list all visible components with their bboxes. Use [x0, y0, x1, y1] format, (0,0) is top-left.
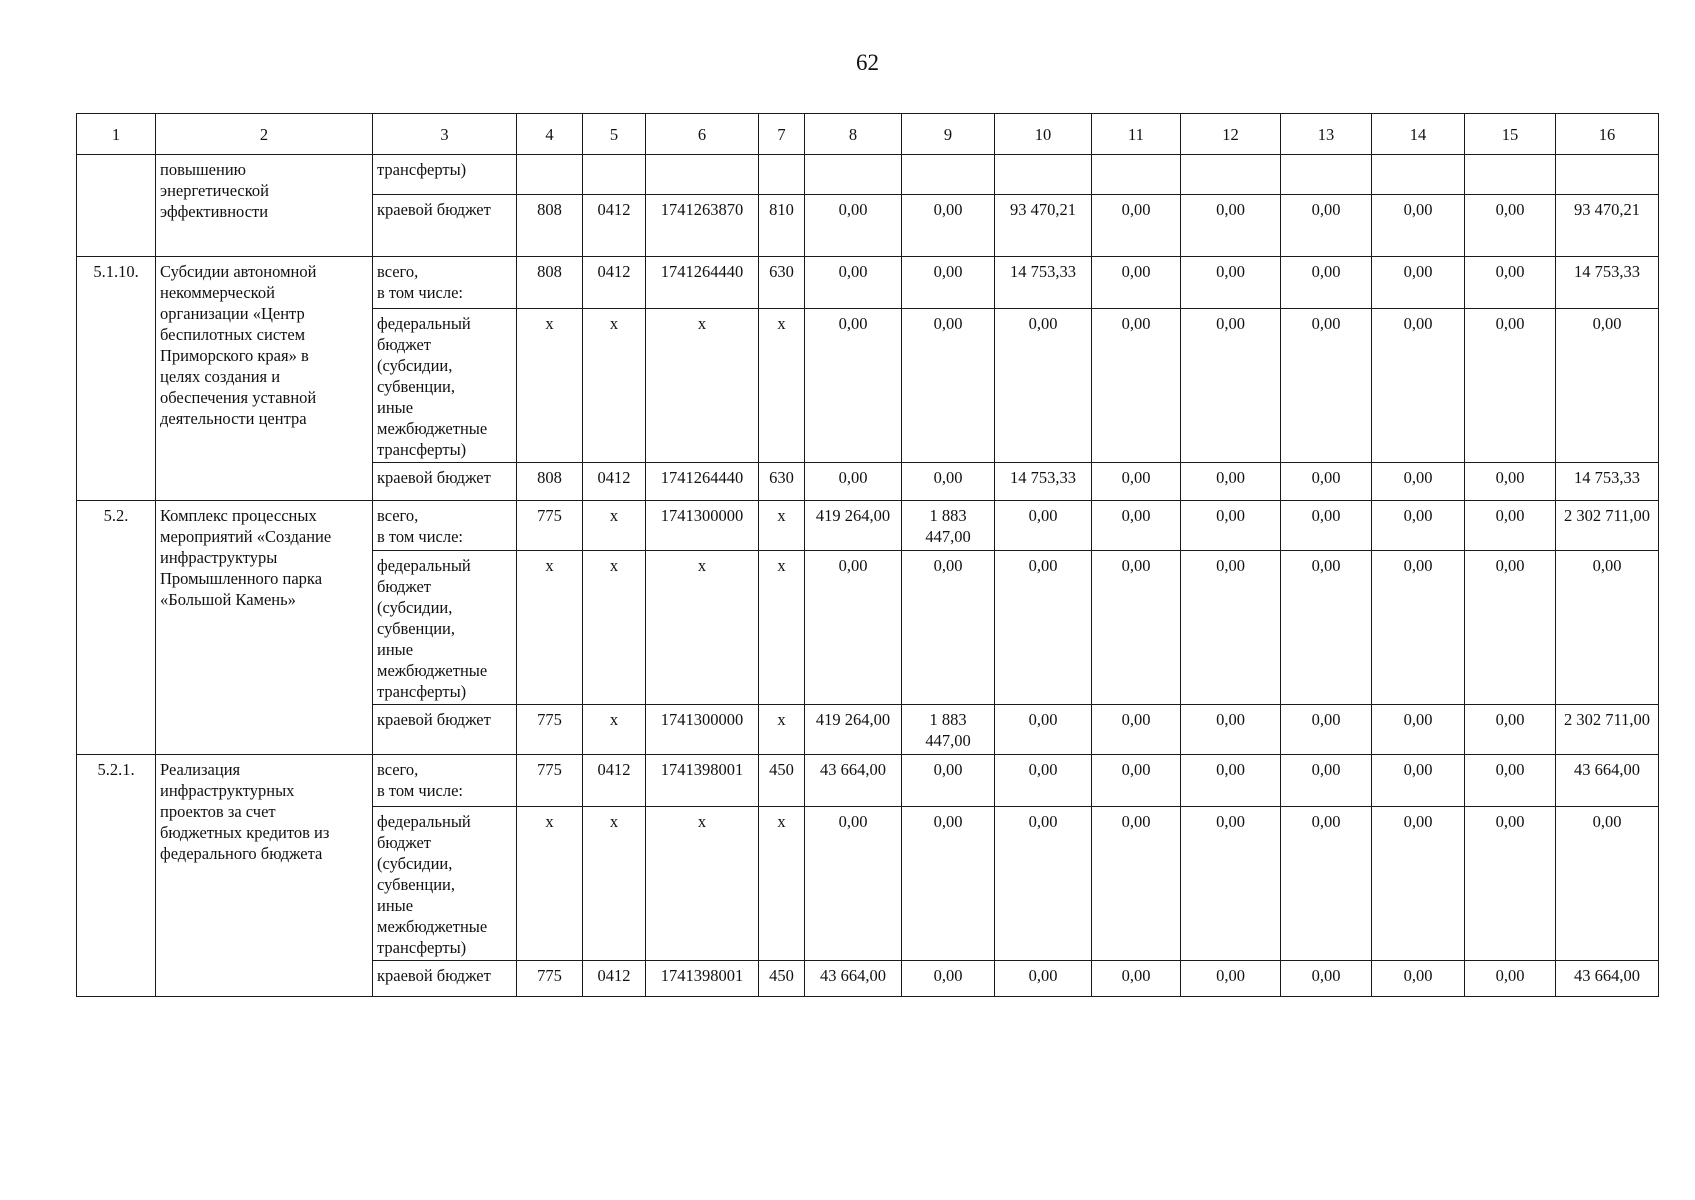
value-cell-col-9: 0,00 — [902, 257, 995, 309]
value-cell-col-9: 0,00 — [902, 755, 995, 807]
header-cell: 2 — [156, 114, 373, 155]
value-cell-col-10 — [995, 155, 1092, 195]
funding-source-cell: трансферты) — [373, 155, 517, 195]
header-cell: 6 — [646, 114, 759, 155]
value-cell-col-13: 0,00 — [1281, 195, 1372, 257]
item-number-cell: 5.2. — [77, 501, 156, 755]
value-cell-col-10: 93 470,21 — [995, 195, 1092, 257]
header-cell: 16 — [1556, 114, 1659, 155]
value-cell-col-15: 0,00 — [1465, 501, 1556, 551]
value-cell-col-13: 0,00 — [1281, 807, 1372, 961]
value-cell-col-5: 0412 — [583, 961, 646, 997]
value-cell-col-16: 0,00 — [1556, 309, 1659, 463]
value-cell-col-5: х — [583, 551, 646, 705]
value-cell-col-5 — [583, 155, 646, 195]
value-cell-col-5: 0412 — [583, 195, 646, 257]
value-cell-col-11: 0,00 — [1092, 463, 1181, 501]
value-cell-col-12: 0,00 — [1181, 961, 1281, 997]
value-cell-col-4: х — [517, 807, 583, 961]
value-cell-col-10: 0,00 — [995, 705, 1092, 755]
value-cell-col-12 — [1181, 155, 1281, 195]
value-cell-col-14: 0,00 — [1372, 961, 1465, 997]
value-cell-col-6: 1741300000 — [646, 501, 759, 551]
value-cell-col-6: 1741398001 — [646, 755, 759, 807]
header-cell: 10 — [995, 114, 1092, 155]
value-cell-col-8: 0,00 — [805, 195, 902, 257]
value-cell-col-6: 1741263870 — [646, 195, 759, 257]
table-row — [77, 155, 1659, 195]
value-cell-col-4: 775 — [517, 755, 583, 807]
table-body — [77, 114, 1659, 997]
value-cell-col-16: 14 753,33 — [1556, 257, 1659, 309]
value-cell-col-14: 0,00 — [1372, 807, 1465, 961]
value-cell-col-14: 0,00 — [1372, 463, 1465, 501]
item-name-cell: Комплекс процессных мероприятий «Создание инфраструктуры Промышленного парка «Большой Камень» — [156, 501, 373, 755]
value-cell-col-5: х — [583, 309, 646, 463]
value-cell-col-13: 0,00 — [1281, 755, 1372, 807]
value-cell-col-9: 0,00 — [902, 807, 995, 961]
value-cell-col-8 — [805, 155, 902, 195]
value-cell-col-6: 1741398001 — [646, 961, 759, 997]
value-cell-col-11: 0,00 — [1092, 961, 1181, 997]
value-cell-col-9: 0,00 — [902, 551, 995, 705]
value-cell-col-7: х — [759, 551, 805, 705]
value-cell-col-10: 0,00 — [995, 551, 1092, 705]
value-cell-col-8: 0,00 — [805, 551, 902, 705]
value-cell-col-15: 0,00 — [1465, 961, 1556, 997]
value-cell-col-14: 0,00 — [1372, 501, 1465, 551]
value-cell-col-7: 630 — [759, 463, 805, 501]
value-cell-col-10: 0,00 — [995, 961, 1092, 997]
value-cell-col-15: 0,00 — [1465, 807, 1556, 961]
value-cell-col-9 — [902, 155, 995, 195]
item-number-cell: 5.1.10. — [77, 257, 156, 501]
item-name-cell: Реализация инфраструктурных проектов за счет бюджетных кредитов из федерального бюджета — [156, 755, 373, 997]
header-cell: 15 — [1465, 114, 1556, 155]
value-cell-col-4: х — [517, 551, 583, 705]
table-row — [77, 755, 1659, 807]
value-cell-col-10: 0,00 — [995, 309, 1092, 463]
value-cell-col-14: 0,00 — [1372, 705, 1465, 755]
value-cell-col-10: 0,00 — [995, 807, 1092, 961]
header-cell: 8 — [805, 114, 902, 155]
value-cell-col-13: 0,00 — [1281, 551, 1372, 705]
value-cell-col-13 — [1281, 155, 1372, 195]
value-cell-col-4: 775 — [517, 705, 583, 755]
item-name-cell: Субсидии автономной некоммерческой организации «Центр беспилотных систем Приморского края» в целях создания и обеспечения уставной деятельности центра — [156, 257, 373, 501]
value-cell-col-15 — [1465, 155, 1556, 195]
value-cell-col-10: 0,00 — [995, 755, 1092, 807]
value-cell-col-11: 0,00 — [1092, 195, 1181, 257]
value-cell-col-10: 14 753,33 — [995, 257, 1092, 309]
value-cell-col-6: х — [646, 551, 759, 705]
value-cell-col-13: 0,00 — [1281, 257, 1372, 309]
value-cell-col-8: 0,00 — [805, 807, 902, 961]
header-cell: 3 — [373, 114, 517, 155]
value-cell-col-7: х — [759, 309, 805, 463]
value-cell-col-14 — [1372, 155, 1465, 195]
value-cell-col-4: 808 — [517, 195, 583, 257]
value-cell-col-15: 0,00 — [1465, 463, 1556, 501]
value-cell-col-7: х — [759, 807, 805, 961]
value-cell-col-12: 0,00 — [1181, 501, 1281, 551]
value-cell-col-12: 0,00 — [1181, 807, 1281, 961]
value-cell-col-11: 0,00 — [1092, 309, 1181, 463]
value-cell-col-7: х — [759, 705, 805, 755]
value-cell-col-7: 810 — [759, 195, 805, 257]
value-cell-col-11: 0,00 — [1092, 807, 1181, 961]
header-cell: 11 — [1092, 114, 1181, 155]
table-row — [77, 501, 1659, 551]
value-cell-col-7: х — [759, 501, 805, 551]
value-cell-col-16: 0,00 — [1556, 807, 1659, 961]
header-cell: 1 — [77, 114, 156, 155]
value-cell-col-6: 1741264440 — [646, 257, 759, 309]
value-cell-col-12: 0,00 — [1181, 195, 1281, 257]
funding-source-cell: всего, в том числе: — [373, 755, 517, 807]
value-cell-col-11: 0,00 — [1092, 501, 1181, 551]
item-number-cell — [77, 155, 156, 257]
value-cell-col-4: х — [517, 309, 583, 463]
value-cell-col-8: 0,00 — [805, 257, 902, 309]
value-cell-col-15: 0,00 — [1465, 309, 1556, 463]
funding-source-cell: всего, в том числе: — [373, 501, 517, 551]
value-cell-col-6 — [646, 155, 759, 195]
value-cell-col-4: 775 — [517, 501, 583, 551]
value-cell-col-14: 0,00 — [1372, 551, 1465, 705]
value-cell-col-6: х — [646, 309, 759, 463]
value-cell-col-15: 0,00 — [1465, 551, 1556, 705]
value-cell-col-9: 0,00 — [902, 463, 995, 501]
value-cell-col-7: 450 — [759, 961, 805, 997]
value-cell-col-16: 43 664,00 — [1556, 961, 1659, 997]
value-cell-col-12: 0,00 — [1181, 705, 1281, 755]
item-name-cell: повышению энергетической эффективности — [156, 155, 373, 257]
value-cell-col-15: 0,00 — [1465, 705, 1556, 755]
budget-table — [76, 113, 1659, 997]
value-cell-col-10: 0,00 — [995, 501, 1092, 551]
value-cell-col-9: 0,00 — [902, 961, 995, 997]
value-cell-col-11: 0,00 — [1092, 705, 1181, 755]
funding-source-cell: федеральный бюджет (субсидии, субвенции, иные межбюджетные трансферты) — [373, 807, 517, 961]
value-cell-col-11: 0,00 — [1092, 755, 1181, 807]
funding-source-cell: краевой бюджет — [373, 195, 517, 257]
value-cell-col-12: 0,00 — [1181, 551, 1281, 705]
funding-source-cell: краевой бюджет — [373, 705, 517, 755]
value-cell-col-16: 2 302 711,00 — [1556, 705, 1659, 755]
value-cell-col-13: 0,00 — [1281, 501, 1372, 551]
value-cell-col-14: 0,00 — [1372, 195, 1465, 257]
value-cell-col-5: х — [583, 501, 646, 551]
value-cell-col-13: 0,00 — [1281, 961, 1372, 997]
value-cell-col-6: х — [646, 807, 759, 961]
value-cell-col-8: 419 264,00 — [805, 705, 902, 755]
value-cell-col-13: 0,00 — [1281, 705, 1372, 755]
value-cell-col-4: 808 — [517, 463, 583, 501]
header-cell: 4 — [517, 114, 583, 155]
value-cell-col-7: 630 — [759, 257, 805, 309]
funding-source-cell: федеральный бюджет (субсидии, субвенции, иные межбюджетные трансферты) — [373, 309, 517, 463]
value-cell-col-7 — [759, 155, 805, 195]
value-cell-col-10: 14 753,33 — [995, 463, 1092, 501]
value-cell-col-9: 0,00 — [902, 309, 995, 463]
value-cell-col-12: 0,00 — [1181, 309, 1281, 463]
value-cell-col-8: 43 664,00 — [805, 961, 902, 997]
value-cell-col-16: 14 753,33 — [1556, 463, 1659, 501]
value-cell-col-12: 0,00 — [1181, 755, 1281, 807]
value-cell-col-4: 808 — [517, 257, 583, 309]
value-cell-col-16 — [1556, 155, 1659, 195]
header-cell: 12 — [1181, 114, 1281, 155]
value-cell-col-15: 0,00 — [1465, 257, 1556, 309]
value-cell-col-16: 2 302 711,00 — [1556, 501, 1659, 551]
value-cell-col-5: 0412 — [583, 755, 646, 807]
header-row — [77, 114, 1659, 155]
value-cell-col-4 — [517, 155, 583, 195]
value-cell-col-5: 0412 — [583, 463, 646, 501]
value-cell-col-9: 1 883 447,00 — [902, 705, 995, 755]
value-cell-col-8: 0,00 — [805, 309, 902, 463]
value-cell-col-11: 0,00 — [1092, 257, 1181, 309]
header-cell: 5 — [583, 114, 646, 155]
value-cell-col-13: 0,00 — [1281, 309, 1372, 463]
value-cell-col-16: 43 664,00 — [1556, 755, 1659, 807]
value-cell-col-5: х — [583, 705, 646, 755]
value-cell-col-5: х — [583, 807, 646, 961]
value-cell-col-5: 0412 — [583, 257, 646, 309]
value-cell-col-7: 450 — [759, 755, 805, 807]
table-row — [77, 257, 1659, 309]
header-cell: 13 — [1281, 114, 1372, 155]
value-cell-col-15: 0,00 — [1465, 195, 1556, 257]
funding-source-cell: федеральный бюджет (субсидии, субвенции, иные межбюджетные трансферты) — [373, 551, 517, 705]
value-cell-col-16: 93 470,21 — [1556, 195, 1659, 257]
header-cell: 14 — [1372, 114, 1465, 155]
funding-source-cell: всего, в том числе: — [373, 257, 517, 309]
value-cell-col-11: 0,00 — [1092, 551, 1181, 705]
item-number-cell: 5.2.1. — [77, 755, 156, 997]
value-cell-col-12: 0,00 — [1181, 463, 1281, 501]
value-cell-col-6: 1741264440 — [646, 463, 759, 501]
header-cell: 7 — [759, 114, 805, 155]
value-cell-col-8: 43 664,00 — [805, 755, 902, 807]
value-cell-col-14: 0,00 — [1372, 309, 1465, 463]
value-cell-col-4: 775 — [517, 961, 583, 997]
value-cell-col-9: 0,00 — [902, 195, 995, 257]
value-cell-col-16: 0,00 — [1556, 551, 1659, 705]
page-number: 62 — [856, 50, 879, 75]
value-cell-col-12: 0,00 — [1181, 257, 1281, 309]
value-cell-col-6: 1741300000 — [646, 705, 759, 755]
value-cell-col-13: 0,00 — [1281, 463, 1372, 501]
value-cell-col-11 — [1092, 155, 1181, 195]
value-cell-col-14: 0,00 — [1372, 257, 1465, 309]
funding-source-cell: краевой бюджет — [373, 961, 517, 997]
funding-source-cell: краевой бюджет — [373, 463, 517, 501]
value-cell-col-15: 0,00 — [1465, 755, 1556, 807]
header-cell: 9 — [902, 114, 995, 155]
value-cell-col-9: 1 883 447,00 — [902, 501, 995, 551]
value-cell-col-8: 0,00 — [805, 463, 902, 501]
value-cell-col-14: 0,00 — [1372, 755, 1465, 807]
value-cell-col-8: 419 264,00 — [805, 501, 902, 551]
